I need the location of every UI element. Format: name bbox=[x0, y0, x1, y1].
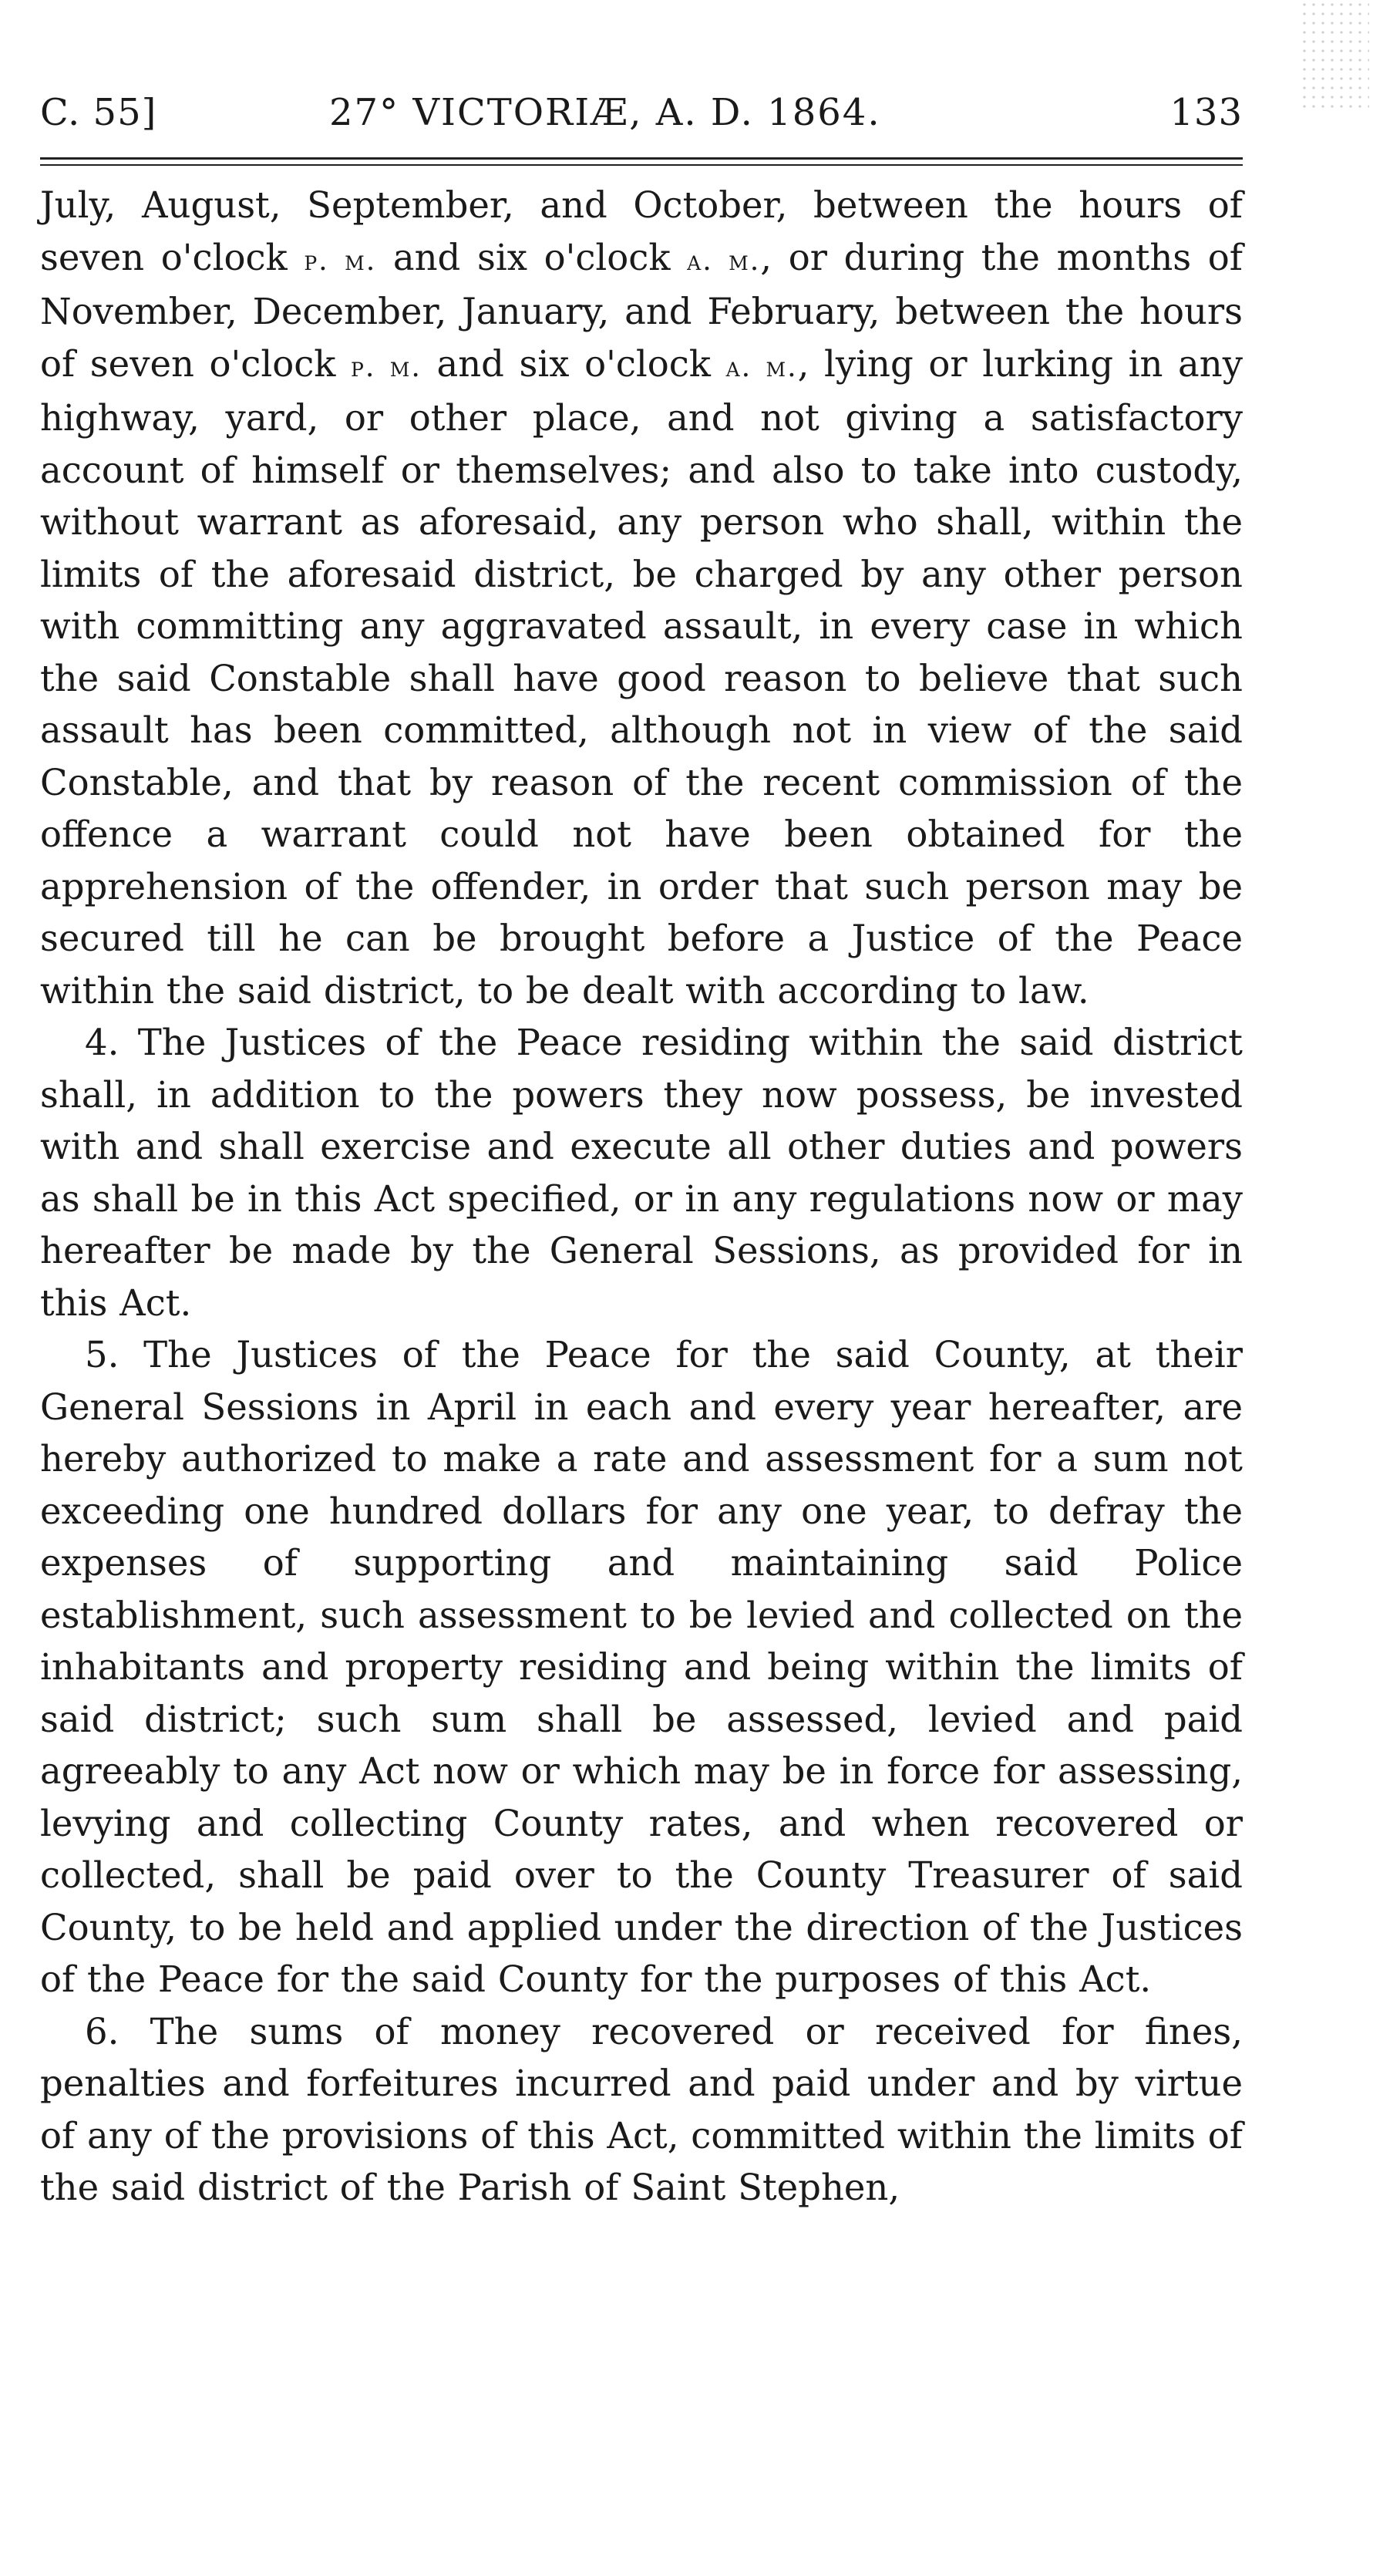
text-run: , lying or lurking in any highway, yard, or other place, and not giving a satisfactory account of himself or themselves; and also to take into custody, without warrant as aforesaid, any person who shall, within the limits of the aforesaid district, be charged by any other person with committing any aggravated assault, in every case in which the said Constable shall have good reason to believe that such assault has been committed, although not in view of the said Constable, and that by reason of the recent commission of the offence a warrant could not have been obtained for the apprehension of the offender, in order that such person may be secured till he can be brought before a Justice of the Peace within the said district, to be dealt with according to law. bbox=[40, 342, 1243, 1012]
paragraph-continuation bbox=[40, 180, 1243, 1017]
page-number: 133 bbox=[1169, 91, 1243, 134]
text-run: and six o'clock bbox=[421, 342, 726, 385]
running-title: 27° VICTORIÆ, A. D. 1864. bbox=[329, 91, 881, 134]
margin-speckle bbox=[1300, 0, 1369, 108]
time-abbreviation: a. m. bbox=[687, 243, 761, 277]
text-run: July, August, September, and October, between the hours of seven o'clock bbox=[40, 184, 1243, 278]
section-6: 6. The sums of money recovered or received for fines, penalties and forfeitures incurred and paid under and by virtue of any of the provisions of this Act, committed within the limits of the said district of the Parish of Saint Stephen, bbox=[40, 2010, 1243, 2208]
page bbox=[40, 91, 1243, 2214]
section-5: 5. The Justices of the Peace for the said County, at their General Sessions in April in each and every year hereafter, are hereby authorized to make a rate and assessment for a sum not exceeding one hundred dollars for any one year, to defray the expenses of supporting and maintaining said Police establishment, such assessment to be levied and collected on the inhabitants and property residing and being within the limits of said district; such sum shall be assessed, levied and paid agreeably to any Act now or which may be in force for assessing, levying and collecting County rates, and when recovered or collected, shall be paid over to the County Treasurer of said County, to be held and applied under the direction of the Justices of the Peace for the said County for the purposes of this Act. bbox=[40, 1334, 1243, 2000]
time-abbreviation: p. m. bbox=[304, 243, 377, 277]
body-text bbox=[40, 180, 1243, 2214]
section-4: 4. The Justices of the Peace residing within the said district shall, in addition to the powers they now possess, be invested with and shall exercise and execute all other duties and powers as shall be in this Act specified, or in any regulations now or may hereafter be made by the General Sessions, as provided for in this Act. bbox=[40, 1022, 1243, 1324]
running-head bbox=[40, 91, 1243, 153]
time-abbreviation: p. m. bbox=[351, 349, 422, 383]
time-abbreviation: a. m. bbox=[725, 349, 798, 383]
text-run: , or during the months of November, December, January, and February, between the hours of seven o'clock bbox=[40, 236, 1243, 385]
header-double-rule bbox=[40, 157, 1243, 166]
text-run: and six o'clock bbox=[376, 236, 688, 278]
chapter-reference: C. 55] bbox=[40, 91, 157, 134]
